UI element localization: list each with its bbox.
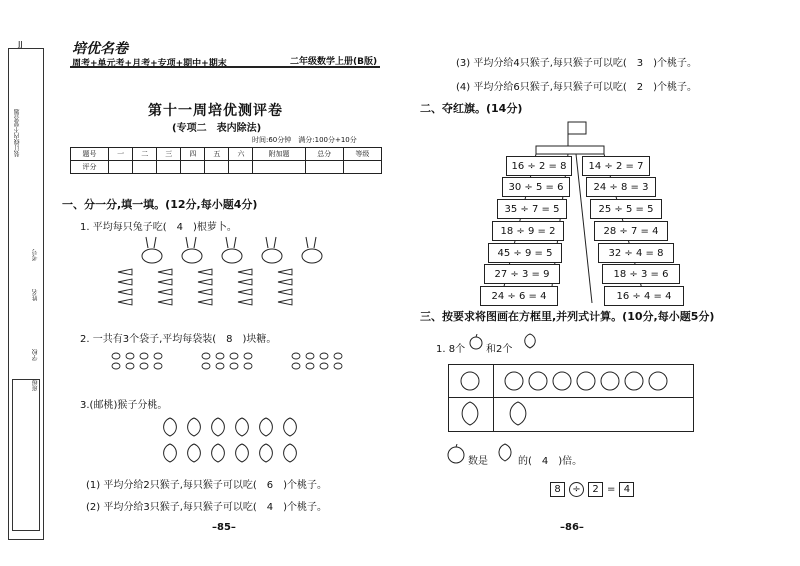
peach-icon [520, 332, 540, 350]
time-score-meta: 时间:60分钟 满分:100分+10分 [252, 136, 357, 144]
carrot-icon [278, 289, 292, 295]
section3-question-1-a: 1. 8个 [436, 344, 466, 355]
peaches-illustration [158, 414, 308, 466]
candy-icon [334, 353, 342, 359]
carrot-icon [118, 279, 132, 285]
score-cell [205, 161, 229, 174]
score-cell [305, 161, 343, 174]
candy-icon [244, 363, 252, 369]
candy-icon [112, 363, 120, 369]
score-cell [253, 161, 305, 174]
peach-icon [236, 444, 249, 462]
ladder-right-cell: 16 ÷ 4 = 4 [604, 286, 684, 306]
page-title: 第十一周培优测评卷 [148, 103, 283, 119]
peach-icon [462, 402, 478, 425]
carrot-icon [278, 279, 292, 285]
carrot-icon [238, 269, 252, 275]
question-3-sub-3: (3) 平均分给4只猴子,每只猴子可以吃( 3 )个桃子。 [456, 58, 698, 69]
equation-cell: 8 [550, 482, 565, 497]
score-cell [343, 161, 381, 174]
candy-icon [230, 363, 238, 369]
ladder-left-cell: 24 ÷ 6 = 4 [480, 286, 558, 306]
rabbit-icon [222, 237, 242, 263]
score-table [70, 147, 382, 174]
score-cell: 一 [109, 148, 133, 161]
rabbit-icons [142, 237, 322, 263]
score-cell: 题号 [71, 148, 109, 161]
ladder-right-cell: 24 ÷ 8 = 3 [586, 177, 656, 197]
apple-icon [577, 372, 595, 390]
candy-icon [140, 363, 148, 369]
candy-icon [320, 353, 328, 359]
apple-icon [461, 372, 479, 390]
candy-icon [334, 363, 342, 369]
score-cell [157, 161, 181, 174]
ladder-left-cell: 16 ÷ 2 = 8 [506, 156, 572, 176]
apple-icon [601, 372, 619, 390]
score-cell: 附加题 [253, 148, 305, 161]
candy-icon [154, 353, 162, 359]
carrot-icon [118, 299, 132, 305]
candy-icon [112, 353, 120, 359]
question-2: 2. 一共有3个袋子,平均每袋装( 8 )块糖。 [80, 334, 277, 345]
score-cell [109, 161, 133, 174]
carrot-icon [278, 269, 292, 275]
carrot-icon [118, 289, 132, 295]
carrot-icon [238, 289, 252, 295]
score-cell [229, 161, 253, 174]
strip-field-number: 考号 [32, 249, 39, 261]
strip-field-school: 学校 [32, 349, 39, 361]
strip-notes: 装订线内不要答题 [14, 109, 21, 157]
apple-icon [468, 334, 484, 350]
carrot-icon [198, 269, 212, 275]
ladder-right-cell: 25 ÷ 5 = 5 [590, 199, 662, 219]
peach-icon [260, 444, 273, 462]
ladder-left-cell: 45 ÷ 9 = 5 [488, 243, 562, 263]
candy-icon [320, 363, 328, 369]
apples-row [448, 364, 692, 430]
brand-logo: 培优名卷 [72, 41, 128, 57]
carrot-icon [238, 299, 252, 305]
ladder-right-cell: 18 ÷ 3 = 6 [602, 264, 680, 284]
carrot-icon [118, 269, 132, 275]
apple-icon [505, 372, 523, 390]
carrot-icon [158, 299, 172, 305]
binding-strip [8, 48, 44, 540]
score-cell [181, 161, 205, 174]
carrot-icon [198, 299, 212, 305]
candy-icon [244, 353, 252, 359]
candy-icon [126, 363, 134, 369]
candy-icon [292, 363, 300, 369]
score-cell: 二 [133, 148, 157, 161]
header-rule [70, 66, 380, 68]
score-cell: 五 [205, 148, 229, 161]
header-subtitle: 周考+单元考+月考+专项+期中+期末 [72, 59, 227, 69]
equation-cell: 4 [619, 482, 634, 497]
rabbit-icon [302, 237, 322, 263]
carrot-icon [198, 289, 212, 295]
peach-icon [284, 418, 297, 436]
peach-icon [260, 418, 273, 436]
ladder-top [536, 146, 604, 154]
peach-icon [212, 444, 225, 462]
score-cell: 三 [157, 148, 181, 161]
score-cell: 六 [229, 148, 253, 161]
ladder-right-cell: 32 ÷ 4 = 8 [598, 243, 674, 263]
score-cell: 总分 [305, 148, 343, 161]
equation-row [550, 482, 634, 497]
candy-icon [140, 353, 148, 359]
rabbit-icon [142, 237, 162, 263]
carrot-icon [238, 279, 252, 285]
answer-text-a: 数是 [468, 456, 488, 467]
candy-icon [216, 353, 224, 359]
candy-icon [154, 363, 162, 369]
page-number-right: –86– [560, 522, 584, 533]
apple-icon [649, 372, 667, 390]
candy-icon [202, 363, 210, 369]
section2-heading: 二、夺红旗。(14分) [420, 102, 523, 115]
answer-text-b: 的( 4 )倍。 [518, 456, 583, 467]
carrot-icons [118, 269, 292, 305]
flag-icon [568, 122, 586, 134]
candy-icon [306, 363, 314, 369]
page-number-left: –85– [212, 522, 236, 533]
score-cell: 等级 [343, 148, 381, 161]
candy-bags-illustration [110, 350, 360, 374]
score-cell: 评分 [71, 161, 109, 174]
ladder-left-cell: 18 ÷ 9 = 2 [492, 221, 564, 241]
candy-icon [216, 363, 224, 369]
candy-icon [126, 353, 134, 359]
rabbits-carrots-illustration [100, 234, 360, 314]
question-3-sub-2: (2) 平均分给3只猴子,每只猴子可以吃( 4 )个桃子。 [86, 502, 328, 513]
score-table-row [71, 148, 382, 161]
peach-icon [494, 442, 516, 464]
candy-icon [292, 353, 300, 359]
peach-icon [164, 444, 177, 462]
apple-icon [553, 372, 571, 390]
grade-tag: 二年级数学上册(B版) [290, 57, 378, 67]
rabbit-icon [182, 237, 202, 263]
peach-icon [510, 402, 526, 425]
strip-field-name: 姓名 [32, 289, 39, 301]
equation-equals: = [607, 484, 616, 495]
apple-icon [625, 372, 643, 390]
rabbit-icon [262, 237, 282, 263]
strip-field-class: 班级 [32, 379, 39, 391]
score-table-row [71, 161, 382, 174]
section3-question-1-b: 和2个 [486, 344, 513, 355]
strip-logo [12, 379, 40, 531]
strip-code: JJ [18, 40, 23, 49]
section3-heading: 三、按要求将图画在方框里,并列式计算。(10分,每小题5分) [420, 310, 715, 323]
peach-icon [236, 418, 249, 436]
peach-icon [188, 418, 201, 436]
carrot-icon [198, 279, 212, 285]
score-cell: 四 [181, 148, 205, 161]
carrot-icon [278, 299, 292, 305]
question-1: 1. 平均每只兔子吃( 4 )根萝卜。 [80, 222, 237, 233]
page-subtitle: (专项二 表内除法) [172, 123, 262, 134]
peach-icon [164, 418, 177, 436]
peach-icon [212, 418, 225, 436]
score-cell [133, 161, 157, 174]
ladder-left-cell: 35 ÷ 7 = 5 [497, 199, 567, 219]
carrot-icon [158, 289, 172, 295]
question-3-sub-4: (4) 平均分给6只猴子,每只猴子可以吃( 2 )个桃子。 [456, 82, 698, 93]
apple-icon [529, 372, 547, 390]
equation-cell: 2 [588, 482, 603, 497]
ladder-right-cell: 28 ÷ 7 = 4 [594, 221, 668, 241]
question-3: 3.(邮桃)猴子分桃。 [80, 400, 168, 411]
section1-heading: 一、分一分,填一填。(12分,每小题4分) [62, 198, 258, 211]
apple-icon [446, 444, 466, 464]
equation-operator: ÷ [569, 482, 584, 497]
candy-icon [230, 353, 238, 359]
carrot-icon [158, 269, 172, 275]
peach-icon [188, 444, 201, 462]
ladder-left-cell: 30 ÷ 5 = 6 [502, 177, 570, 197]
ladder-right-cell: 14 ÷ 2 = 7 [582, 156, 650, 176]
ladder-left-cell: 27 ÷ 3 = 9 [484, 264, 560, 284]
candy-icon [306, 353, 314, 359]
question-3-sub-1: (1) 平均分给2只猴子,每只猴子可以吃( 6 )个桃子。 [86, 480, 328, 491]
peach-icon [284, 444, 297, 462]
carrot-icon [158, 279, 172, 285]
candy-icon [202, 353, 210, 359]
